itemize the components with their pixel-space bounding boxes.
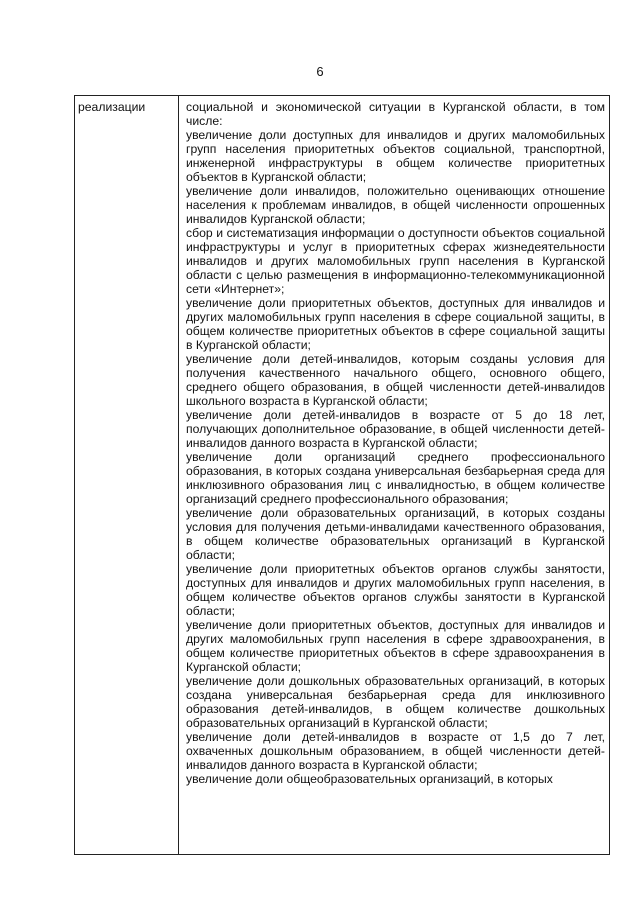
paragraph-item: увеличение доли приоритетных объектов, доступных для инвалидов и других маломобильных групп населения в сфере здравоохранения, в общем количестве приоритетных объектов в сфере здравоохранения в Курганской области; xyxy=(186,618,605,674)
table-right-column xyxy=(180,96,609,854)
paragraph-item: увеличение доли доступных для инвалидов и других маломобильных групп населения приоритетных объектов социальной, транспортной, инженерной инфраструктуры в общем количестве приоритетных объектов в Курганской области; xyxy=(186,128,605,184)
paragraph-item: увеличение доли инвалидов, положительно оценивающих отношение населения к проблемам инвалидов, в общей численности опрошенных инвалидов Курганской области; xyxy=(186,184,605,226)
paragraph-intro: социальной и экономической ситуации в Курганской области, в том числе: xyxy=(186,100,605,128)
paragraph-item: увеличение доли дошкольных образовательных организаций, в которых создана универсальная безбарьерная среда для инклюзивного образования детей-инвалидов, в общем количестве дошкольных образовательных организаций в Курганской области; xyxy=(186,674,605,730)
paragraph-item: увеличение доли приоритетных объектов органов службы занятости, доступных для инвалидов и других маломобильных групп населения, в общем количестве объектов органов службы занятости в Курганской области; xyxy=(186,562,605,618)
paragraph-item: увеличение доли образовательных организаций, в которых созданы условия для получения детьми-инвалидами качественного образования, в общем количестве образовательных организаций в Курганской области; xyxy=(186,506,605,562)
paragraph-item: увеличение доли детей-инвалидов, которым созданы условия для получения качественного начального общего, основного общего, среднего общего образования, в общей численности детей-инвалидов школьного возраста в Курганской области; xyxy=(186,352,605,408)
paragraph-item: увеличение доли детей-инвалидов в возрасте от 1,5 до 7 лет, охваченных дошкольным образованием, в общей численности детей-инвалидов данного возраста в Курганской области; xyxy=(186,730,605,772)
left-cell-label: реализации xyxy=(78,100,146,114)
paragraph-item: увеличение доли детей-инвалидов в возрасте от 5 до 18 лет, получающих дополнительное образование, в общей численности детей-инвалидов данного возраста в Курганской области; xyxy=(186,408,605,450)
table-left-column xyxy=(75,96,179,854)
paragraph-item: увеличение доли общеобразовательных организаций, в которых xyxy=(186,772,553,786)
paragraph-item: увеличение доли приоритетных объектов, доступных для инвалидов и других маломобильных групп населения в сфере социальной защиты, в общем количестве приоритетных объектов в сфере социальной защиты в Курганской области; xyxy=(186,296,605,352)
paragraph-item: сбор и систематизация информации о доступности объектов социальной инфраструктуры и услуг в приоритетных сферах жизнедеятельности инвалидов и других маломобильных групп населения в Курганской области с целью размещения в информационно-телекоммуникационной сети «Интернет»; xyxy=(186,226,605,296)
paragraph-item: увеличение доли организаций среднего профессионального образования, в которых создана универсальная безбарьерная среда для инклюзивного образования лиц с инвалидностью, в общем количестве организаций среднего профессионального образования; xyxy=(186,450,605,506)
page-number: 6 xyxy=(316,64,324,79)
document-table xyxy=(74,95,610,855)
